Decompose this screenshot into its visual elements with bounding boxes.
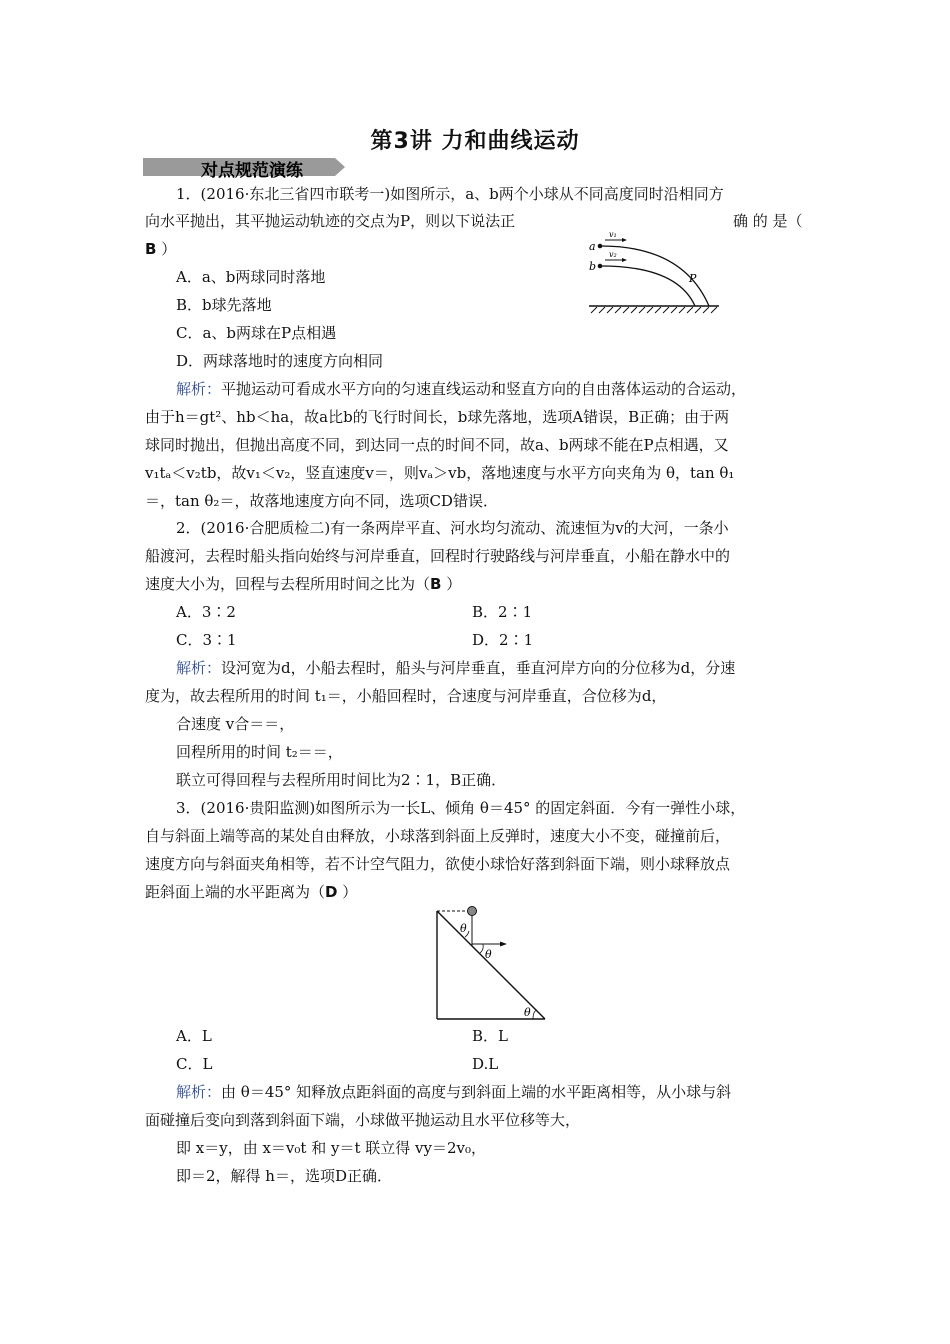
q1-option-c: C．a、b两球在P点相遇 (176, 324, 337, 342)
v2-arrowhead (622, 258, 627, 262)
q1-option-a: A．a、b两球同时落地 (176, 268, 326, 286)
label-v2: v₂ (609, 250, 617, 259)
q1-option-d: D．两球落地时的速度方向相同 (176, 352, 384, 370)
q3-option-b: B．L (472, 1027, 508, 1045)
q3-explanation-label: 解析： (176, 1083, 222, 1101)
q3-line2: 自与斜面上端等高的某处自由释放，小球落到斜面上反弹时，速度大小不变，碰撞前后， (145, 827, 731, 845)
angle-arc-2 (480, 944, 483, 953)
q2-line1: 2．(2016·合肥质检二)有一条两岸平直、河水均匀流动、流速恒为v的大河，一条小 (176, 519, 729, 537)
q3-incline-figure (425, 900, 560, 1025)
q1-answer-line (145, 239, 176, 259)
q3-explanation-line3: 即 x＝y，由 x＝v₀t 和 y＝t 联立得 vy＝2v₀， (176, 1139, 486, 1157)
q1-explanation-line1: 解析：平抛运动可看成水平方向的匀速直线运动和竖直方向的自由落体运动的合运动， (176, 380, 747, 398)
q3-explanation-line4: 即＝2，解得 h＝，选项D正确． (176, 1167, 392, 1185)
q1-line1: 1．(2016·东北三省四市联考一)如图所示，a、b两个小球从不同高度同时沿相同方 (176, 185, 724, 203)
q1-line2b: 确 的 是（ (733, 212, 803, 230)
q3-answer: D (325, 883, 338, 901)
q3-option-a: A．L (176, 1027, 212, 1045)
theta-label-1: θ (460, 922, 467, 935)
q2-explanation-line5: 联立可得回程与去程所用时间比为2∶1，B正确． (176, 771, 507, 789)
q2-explanation-label: 解析： (176, 659, 222, 677)
q2-option-b: B．2∶1 (472, 603, 533, 621)
q2-explanation-line4: 回程所用的时间 t₂＝＝， (176, 743, 343, 761)
ball (468, 907, 477, 916)
q1-explanation-line5: ＝，tan θ₂＝，故落地速度方向不同，选项CD错误． (145, 492, 498, 510)
q3-option-c: C．L (176, 1055, 213, 1073)
q2-option-d: D．2∶1 (472, 631, 534, 649)
q3-line4: 距斜面上端的水平距离为（D ） (145, 883, 358, 901)
q2-option-c: C．3∶1 (176, 631, 237, 649)
q1-line2a: 向水平抛出，其平抛运动轨迹的交点为P，则以下说法正 (145, 212, 516, 230)
q1-explanation-line2: 由于h＝gt²、hb＜ha，故a比b的飞行时间长，b球先落地，选项A错误，B正确；由于两 (145, 408, 730, 426)
q2-explanation-line2: 度为，故去程所用的时间 t₁＝，小船回程时，合速度与河岸垂直，合位移为d， (145, 687, 667, 705)
q1-explanation-line3: 球同时抛出，但抛出高度不同，到达同一点的时间不同，故a、b两球不能在P点相遇，又 (145, 436, 729, 454)
q3-explanation-line2: 面碰撞后变向到落到斜面下端，小球做平抛运动且水平位移等大， (145, 1111, 581, 1129)
q2-line2: 船渡河，去程时船头指向始终与河岸垂直，回程时行驶路线与河岸垂直，小船在静水中的 (145, 547, 731, 565)
trajectory-b (601, 266, 695, 306)
q1-trajectory-figure (585, 225, 725, 315)
theta-label-2: θ (485, 948, 492, 961)
q1-option-b: B．b球先落地 (176, 296, 272, 314)
label-v1: v₁ (609, 230, 617, 239)
q3-line1: 3．(2016·贵阳监测)如图所示为一长L、倾角 θ＝45° 的固定斜面．今有一弹性小球， (176, 799, 746, 817)
q3-line3: 速度方向与斜面夹角相等，若不计空气阻力，欲使小球恰好落到斜面下端，则小球释放点 (145, 855, 731, 873)
q2-option-a: A．3∶2 (176, 603, 236, 621)
q1-answer: B (145, 240, 157, 258)
ball-a (598, 244, 603, 249)
q1-explanation-label: 解析： (176, 380, 222, 398)
q2-answer: B (430, 575, 442, 593)
label-a: a (589, 240, 596, 253)
q2-explanation-line3: 合速度 v合＝＝， (176, 715, 295, 733)
q1-explanation-line4: v₁tₐ＜v₂tb，故v₁＜v₂，竖直速度v＝，则vₐ＞vb，落地速度与水平方向夹角为 θ，tan θ₁ (145, 464, 735, 482)
page-title: 第3讲 力和曲线运动 (370, 129, 580, 154)
section-label: 对点规范演练 (201, 161, 303, 181)
ball-b (598, 264, 603, 269)
q3-option-d: D.L (472, 1055, 499, 1073)
label-b: b (589, 260, 597, 273)
q3-explanation-line1: 解析：由 θ＝45° 知释放点距斜面的高度与到斜面上端的水平距离相等，从小球与斜 (176, 1083, 732, 1101)
banner-arrow (335, 158, 345, 176)
ground-hatching (591, 307, 717, 313)
theta-label-base: θ (524, 1006, 531, 1019)
incline-slope (437, 911, 545, 1019)
q1-answer-close: ） (156, 240, 177, 258)
q2-explanation-line1: 解析：设河宽为d，小船去程时，船头与河岸垂直，垂直河岸方向的分位移为d，分速 (176, 659, 736, 677)
q2-line3: 速度大小为，回程与去程所用时间之比为（B ） (145, 575, 462, 593)
v1-arrowhead (622, 238, 627, 242)
rebound-arrowhead (500, 942, 507, 947)
label-p: P (689, 272, 697, 285)
